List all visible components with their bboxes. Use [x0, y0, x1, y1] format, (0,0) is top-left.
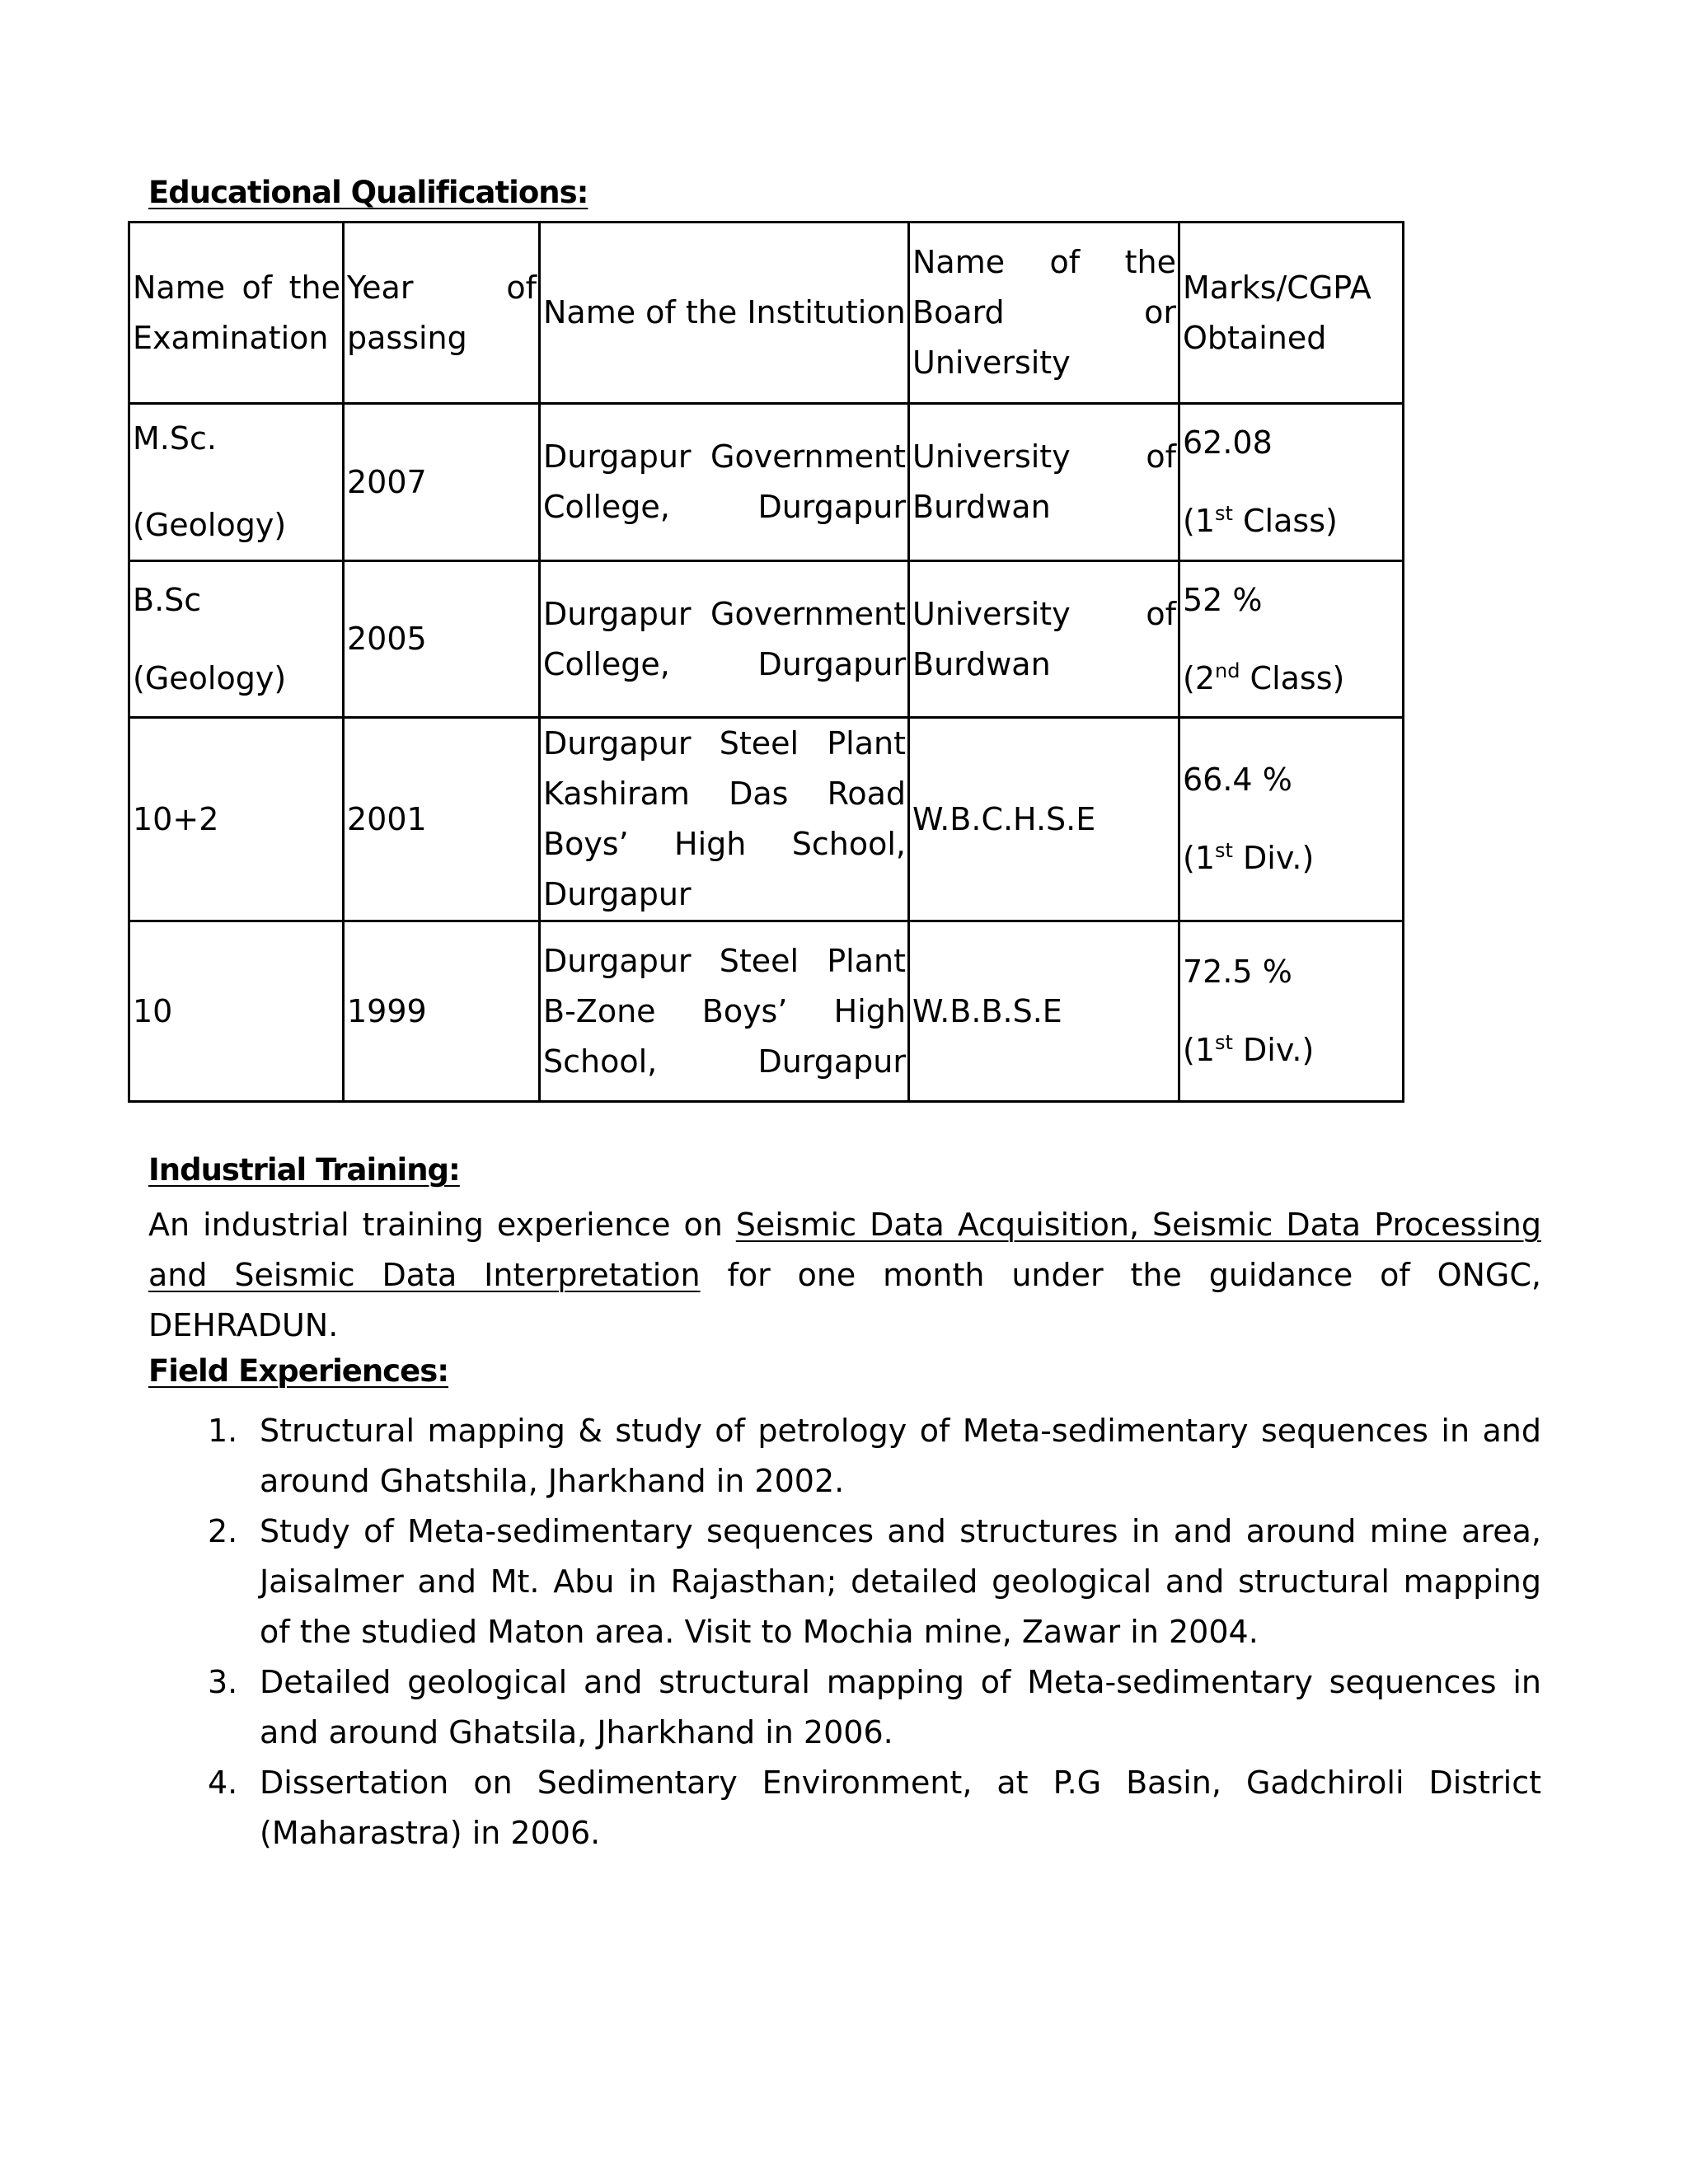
cell-marks: 66.4 % (1st Div.): [1179, 718, 1404, 921]
cell-board: W.B.C.H.S.E: [909, 718, 1179, 921]
cell-year: 2005: [344, 561, 540, 718]
field-experience-list: [148, 1406, 1541, 1858]
cell-year: 1999: [344, 921, 540, 1102]
table-row: [129, 921, 1404, 1102]
cell-marks: 62.08 (1st Class): [1179, 404, 1404, 561]
field-heading: Field Experiences:: [148, 1353, 449, 1389]
cell-institution: Durgapur Steel Plant B-Zone Boys’ High School, Durgapur: [540, 921, 909, 1102]
cell-institution: Durgapur Steel Plant Kashiram Das Road Boys’ High School, Durgapur: [540, 718, 909, 921]
cell-institution: Durgapur Government College, Durgapur: [540, 561, 909, 718]
cell-exam: 10: [129, 921, 344, 1102]
cell-board: W.B.B.S.E: [909, 921, 1179, 1102]
list-item: 4. Dissertation on Sedimentary Environment, at P.G Basin, Gadchiroli District (Maharastra) in 2006.: [208, 1765, 1541, 1851]
table-row: [129, 404, 1404, 561]
cell-board: University of Burdwan: [909, 561, 1179, 718]
training-text-before: An industrial training experience on: [148, 1207, 736, 1243]
list-item: 1. Structural mapping & study of petrology of Meta-sedimentary sequences in and around Ghatshila, Jharkhand in 2002.: [208, 1413, 1541, 1499]
table-row: [129, 718, 1404, 921]
cell-exam: M.Sc. (Geology): [129, 404, 344, 561]
cell-year: 2007: [344, 404, 540, 561]
header-institution: Name of the Institution: [540, 223, 909, 404]
training-heading: Industrial Training:: [148, 1152, 460, 1188]
header-year: Year of passing: [344, 223, 540, 404]
list-item: 3. Detailed geological and structural mapping of Meta-sedimentary sequences in and around Ghatsila, Jharkhand in 2006.: [208, 1664, 1541, 1750]
cell-year: 2001: [344, 718, 540, 921]
list-item: 2. Study of Meta-sedimentary sequences and structures in and around mine area, Jaisalmer and Mt. Abu in Rajasthan; detailed geological and structural mapping of the studied Maton area. Visit to Mochia mine, Zawar in 2004.: [208, 1513, 1541, 1650]
header-marks: Marks/CGPA Obtained: [1179, 223, 1404, 404]
training-topic: Seismic Data Acquisition, Seismic Data Processing and Seismic Data Interpretation: [148, 1207, 1541, 1293]
table-row: [129, 561, 1404, 718]
header-exam: Name of the Examination: [129, 223, 344, 404]
education-table: [128, 221, 1404, 1103]
cell-exam: B.Sc (Geology): [129, 561, 344, 718]
education-heading: Educational Qualifications:: [148, 175, 588, 210]
cell-institution: Durgapur Government College, Durgapur: [540, 404, 909, 561]
cell-board: University of Burdwan: [909, 404, 1179, 561]
table-header-row: [129, 223, 1404, 404]
training-text-after: for one month under the guidance of ONGC, DEHRADUN.: [148, 1257, 1541, 1343]
header-board: Name of the Board or University: [909, 223, 1179, 404]
cell-marks: 72.5 % (1st Div.): [1179, 921, 1404, 1102]
cell-exam: 10+2: [129, 718, 344, 921]
training-paragraph: [148, 1200, 1541, 1351]
cell-marks: 52 % (2nd Class): [1179, 561, 1404, 718]
